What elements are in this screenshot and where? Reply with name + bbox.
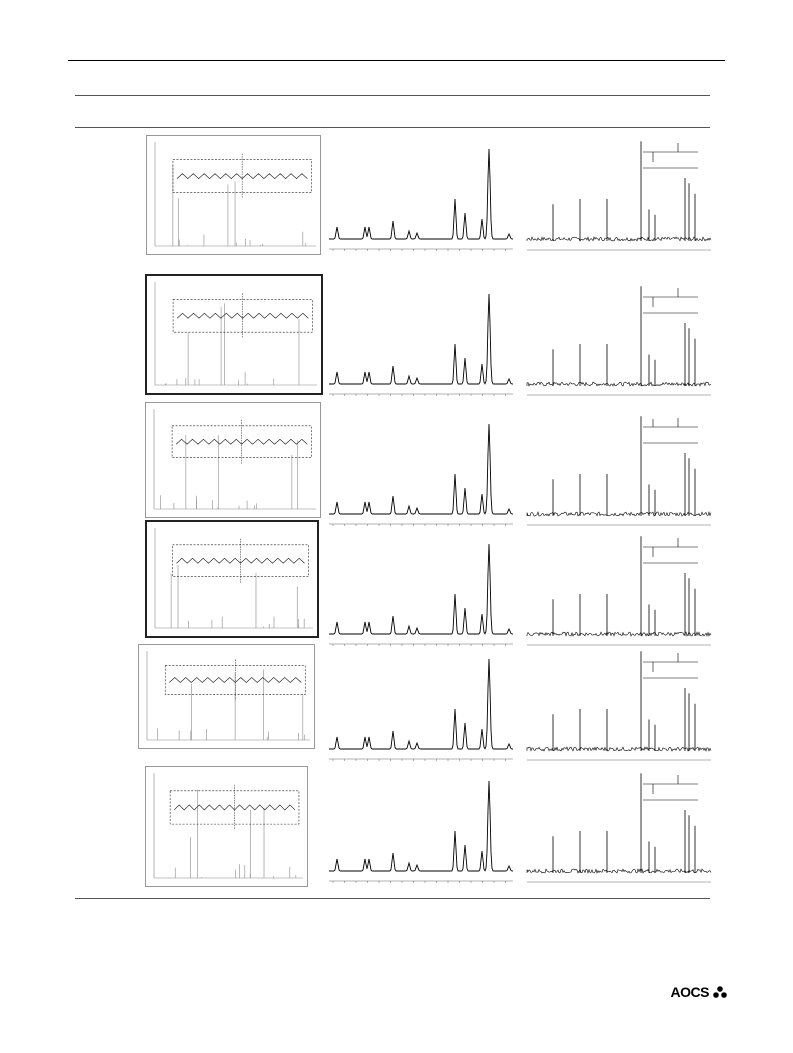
ms-spectrum-panel <box>145 520 319 638</box>
h-nmr-spectrum <box>327 762 517 887</box>
h-nmr-spectrum <box>327 640 517 765</box>
h-nmr-trace <box>329 294 513 384</box>
ms-spectrum-panel <box>138 644 315 749</box>
ms-spectrum-plot <box>139 645 314 748</box>
h-nmr-trace <box>329 544 513 634</box>
ms-spectrum-plot <box>147 522 317 636</box>
c-nmr-spectrum <box>525 525 715 650</box>
ms-spectrum-panel <box>145 766 308 887</box>
h-nmr-trace <box>329 659 513 749</box>
c-nmr-baseline <box>527 382 711 386</box>
h-nmr-spectrum <box>327 405 517 530</box>
c-nmr-baseline <box>527 869 711 873</box>
h-nmr-trace <box>329 149 513 239</box>
h-nmr-trace <box>329 424 513 514</box>
c-nmr-spectrum <box>525 762 715 887</box>
logo-text: AOCS <box>670 984 709 1000</box>
ms-spectrum-panel <box>145 274 323 395</box>
c-nmr-spectrum <box>525 275 715 400</box>
bottom-rule <box>75 898 710 899</box>
c-nmr-baseline <box>527 747 711 751</box>
aocs-logo <box>671 984 727 1000</box>
header-rule-2 <box>75 127 710 128</box>
top-rule <box>68 60 725 61</box>
ms-spectrum-panel <box>146 135 321 255</box>
c-nmr-baseline <box>527 237 711 241</box>
ms-spectrum-plot <box>147 136 320 254</box>
ms-spectrum-plot <box>147 276 321 393</box>
ms-spectrum-plot <box>146 767 307 886</box>
h-nmr-spectrum <box>327 525 517 650</box>
ms-spectrum-panel <box>145 402 321 518</box>
c-nmr-baseline <box>527 512 711 516</box>
h-nmr-spectrum <box>327 275 517 400</box>
c-nmr-spectrum <box>525 130 715 255</box>
tri-circle-icon <box>713 986 727 998</box>
c-nmr-baseline <box>527 632 711 636</box>
ms-spectrum-plot <box>146 403 320 517</box>
h-nmr-trace <box>329 781 513 871</box>
c-nmr-spectrum <box>525 405 715 530</box>
h-nmr-spectrum <box>327 130 517 255</box>
c-nmr-spectrum <box>525 640 715 765</box>
header-rule-1 <box>75 95 710 96</box>
